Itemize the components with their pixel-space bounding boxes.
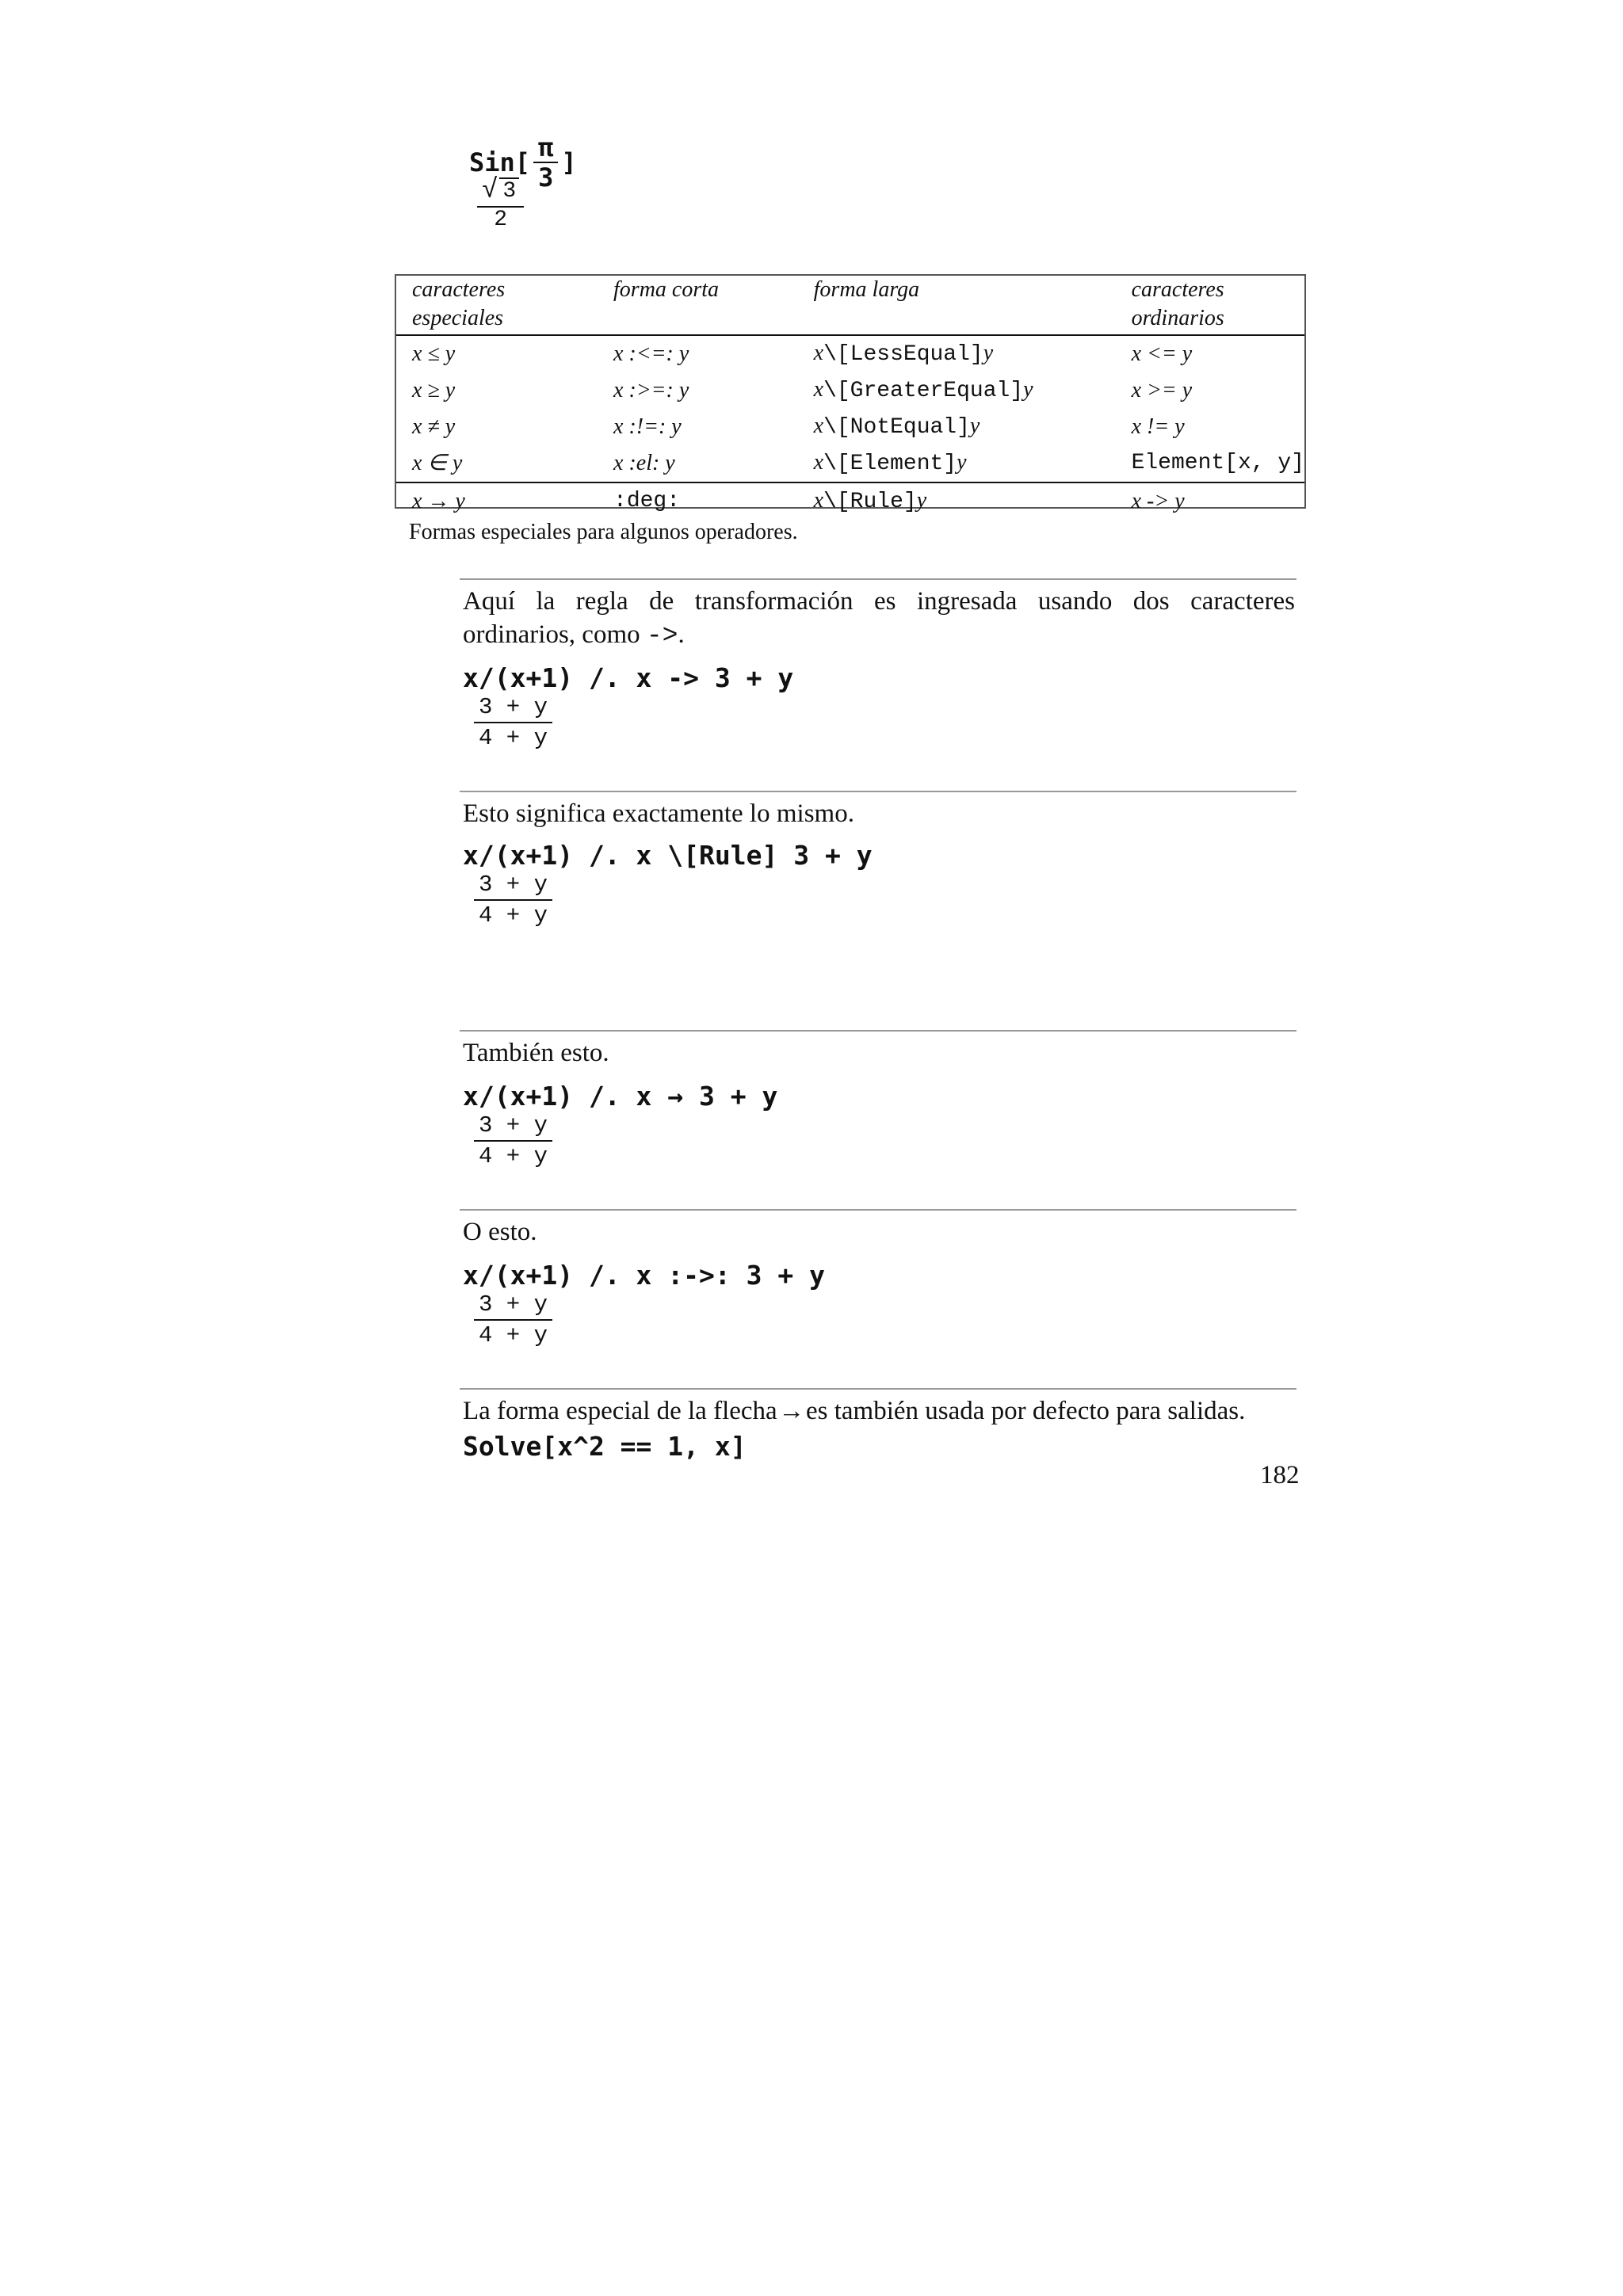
sqrt-expression xyxy=(477,176,524,206)
header-short: forma corta xyxy=(598,276,798,335)
output-fraction xyxy=(471,870,556,930)
table-row xyxy=(396,445,1304,482)
cell-short: x :<=: y xyxy=(613,341,689,366)
cell-ordinary: x -> y xyxy=(1116,482,1304,520)
sin-function: Sin[ xyxy=(469,147,531,177)
table-row xyxy=(396,372,1304,409)
fraction-denominator: 4 + y xyxy=(479,725,548,751)
code-input: x/(x+1) /. x -> 3 + y xyxy=(463,662,794,693)
header-special: caracteres especiales xyxy=(396,276,598,335)
table-row xyxy=(396,335,1304,372)
code-input: x/(x+1) /. x → 3 + y xyxy=(463,1081,778,1112)
sin-output xyxy=(474,176,527,233)
radicand: 3 xyxy=(499,177,519,203)
cell-special: x ≠ y xyxy=(412,414,456,439)
fraction-denominator: 4 + y xyxy=(479,1322,548,1348)
cell-short: :deg: xyxy=(598,482,798,520)
table-row xyxy=(396,409,1304,445)
fraction-denominator: 4 + y xyxy=(479,902,548,929)
arrow-icon: → xyxy=(783,1398,800,1427)
cell-special: x ≤ y xyxy=(412,341,456,366)
section-text: La forma especial de la flecha → es también usada por defecto para salidas. xyxy=(463,1397,1246,1427)
cell-long: x\[GreaterEqual]y xyxy=(813,377,1033,403)
cell-long: x\[Element]y xyxy=(813,450,967,476)
cell-special: x → y xyxy=(396,482,598,520)
fraction-denominator: 2 xyxy=(494,208,508,232)
section-text: O esto. xyxy=(463,1218,537,1246)
fraction-denominator: 4 + y xyxy=(479,1143,548,1169)
table-row xyxy=(396,482,1304,520)
table-caption: Formas especiales para algunos operadores. xyxy=(409,520,798,544)
output-fraction xyxy=(471,1111,556,1171)
page-number: 182 xyxy=(1260,1461,1300,1489)
cell-long: x\[Rule]y xyxy=(798,482,1116,520)
pi-over-3-fraction xyxy=(533,133,558,192)
fraction-numerator: 3 + y xyxy=(479,1112,548,1138)
output-fraction xyxy=(471,1290,556,1350)
section-text: Aquí la regla de transformación es ingresada usando dos caracteres ordinarios, como ->. xyxy=(463,587,1295,650)
fraction-numerator: 3 + y xyxy=(479,1291,548,1318)
operators-table xyxy=(395,274,1306,514)
section-divider xyxy=(460,1388,1296,1390)
section-text: Esto significa exactamente lo mismo. xyxy=(463,799,854,828)
section-divider xyxy=(460,1030,1296,1032)
header-ordinary: caracteres ordinarios xyxy=(1116,276,1304,335)
header-long: forma larga xyxy=(798,276,1116,335)
table-header-row xyxy=(396,276,1304,335)
cell-ordinary: x != y xyxy=(1131,414,1185,439)
code-input: x/(x+1) /. x :->: 3 + y xyxy=(463,1260,825,1291)
fraction-numerator: π xyxy=(538,132,554,162)
cell-long: x\[LessEqual]y xyxy=(813,341,994,367)
section-divider xyxy=(460,578,1296,580)
sin-close-bracket: ] xyxy=(561,147,577,177)
cell-ordinary: Element[x, y] xyxy=(1131,451,1304,475)
cell-special: x ∈ y xyxy=(412,451,463,475)
cell-ordinary: x <= y xyxy=(1131,341,1193,366)
cell-ordinary: x >= y xyxy=(1131,378,1193,402)
output-fraction xyxy=(471,692,556,753)
cell-short: x :!=: y xyxy=(613,414,682,439)
fraction-numerator: 3 + y xyxy=(479,694,548,720)
code-input: x/(x+1) /. x \[Rule] 3 + y xyxy=(463,840,873,871)
section-text: También esto. xyxy=(463,1039,609,1067)
fraction-numerator: 3 + y xyxy=(479,871,548,898)
sqrt3-over-2-fraction xyxy=(477,176,524,233)
radical-icon: √ xyxy=(482,176,498,206)
cell-special: x ≥ y xyxy=(412,378,456,402)
section-divider xyxy=(460,791,1296,792)
cell-long: x\[NotEqual]y xyxy=(813,414,980,440)
fraction-denominator: 3 xyxy=(538,162,554,193)
code-input: Solve[x^2 == 1, x] xyxy=(463,1431,747,1462)
section-divider xyxy=(460,1209,1296,1211)
cell-short: x :>=: y xyxy=(613,378,689,402)
cell-short: x :el: y xyxy=(613,451,675,475)
